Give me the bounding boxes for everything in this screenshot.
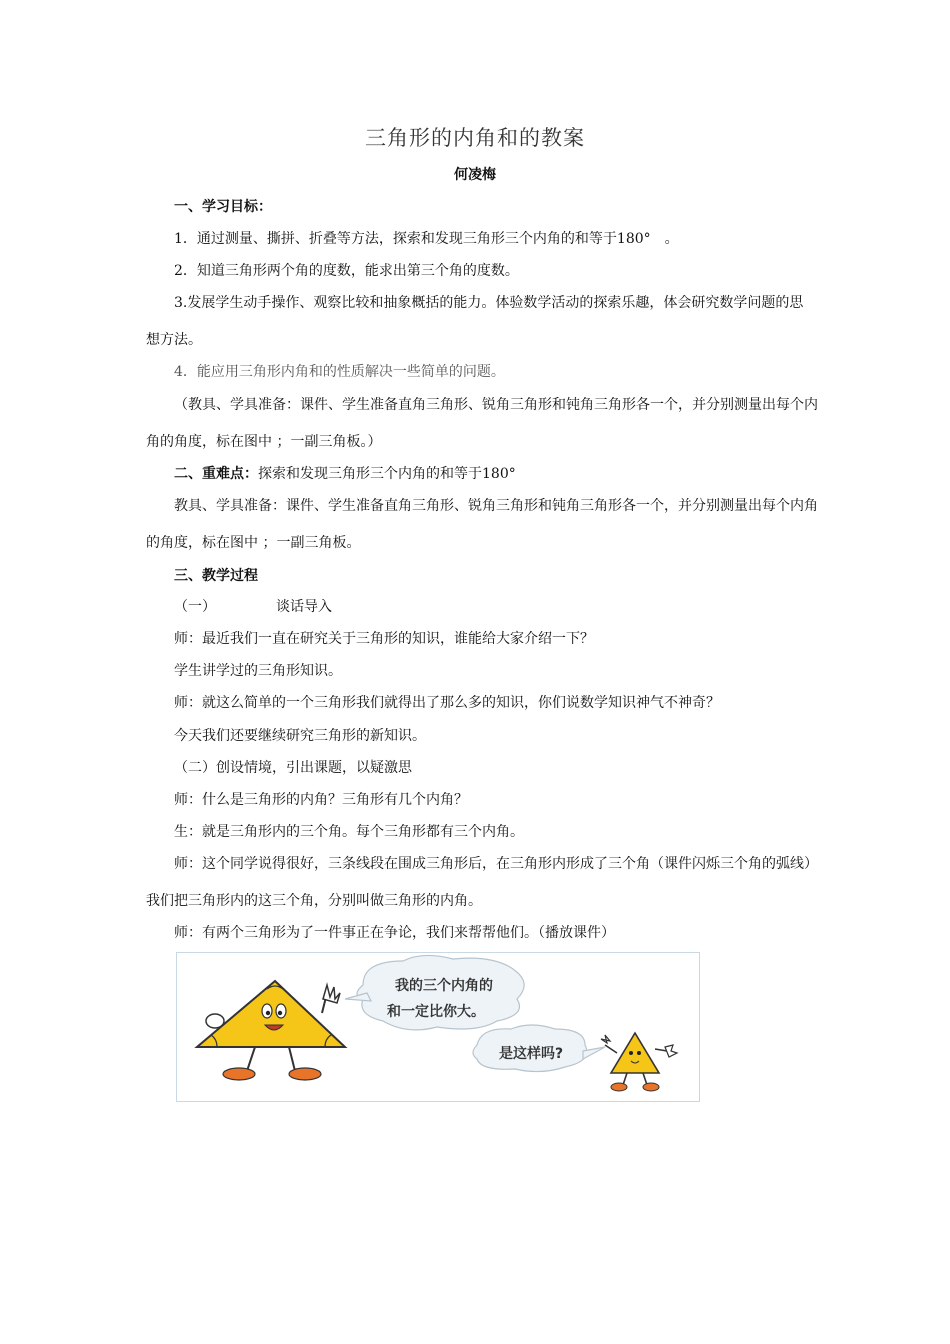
page-title: 三角形的内角和的教案 — [365, 126, 585, 150]
goal-4: 4．能应用三角形内角和的性质解决一些简单的问题。 — [174, 364, 505, 380]
paragraph: 生：就是三角形内的三个角。每个三角形都有三个内角。 — [174, 824, 524, 840]
speech-bubble-big — [345, 955, 524, 1029]
small-shoe-left-icon — [611, 1083, 627, 1091]
key-points-text: 探索和发现三角形三个内角的和等于180° — [258, 466, 516, 482]
goal-3-line2: 想方法。 — [146, 332, 202, 348]
section-heading-goals: 一、学习目标： — [174, 199, 272, 215]
prep-2-line2: 的角度，标在图中 ；一副三角板。 — [146, 535, 361, 551]
author: 何凌梅 — [454, 167, 496, 183]
small-hand-left-icon — [601, 1035, 610, 1043]
cartoon-illustration — [176, 952, 700, 1102]
paragraph: 师：什么是三角形的内角？三角形有几个内角？ — [174, 792, 468, 808]
big-triangle-character — [197, 981, 345, 1080]
section-heading-process: 三、教学过程 — [174, 568, 258, 584]
part-1-number: （一） — [174, 599, 216, 615]
part-1-heading — [174, 597, 332, 617]
small-triangle-character — [601, 1033, 677, 1091]
paragraph-line1: 师：这个同学说得很好，三条线段在围成三角形后，在三角形内形成了三个角（课件闪烁三个角的弧线） — [174, 856, 818, 872]
paragraph: 师：有两个三角形为了一件事正在争论，我们来帮帮他们。（播放课件） — [174, 925, 615, 941]
goal-3-line1: 3.发展学生动手操作、观察比较和抽象概括的能力。体验数学活动的探索乐趣，体会研究数学问题的思 — [174, 295, 804, 311]
paragraph: 学生讲学过的三角形知识。 — [174, 663, 342, 679]
goal-2: 2．知道三角形两个角的度数，能求出第三个角的度数。 — [174, 263, 519, 279]
bubble-2-text: 是这样吗? — [499, 1046, 564, 1062]
prep-1-line1: （教具、学具准备：课件、学生准备直角三角形、锐角三角形和钝角三角形各一个，并分别测量出每个内 — [174, 397, 818, 413]
small-triangle-body — [611, 1033, 659, 1073]
bubble-1-line-2: 和一定比你大。 — [387, 1004, 485, 1020]
part-1-title: 谈话导入 — [276, 599, 332, 615]
hand-right-icon — [323, 985, 340, 1003]
part-2-heading: （二）创设情境，引出课题，以疑激思 — [174, 760, 412, 776]
small-hand-right-icon — [665, 1045, 677, 1057]
bubble-1-line-1: 我的三个内角的 — [395, 978, 493, 994]
cartoon-svg — [177, 953, 699, 1101]
key-points — [174, 464, 516, 484]
paragraph: 今天我们还要继续研究三角形的新知识。 — [174, 728, 426, 744]
prep-1-line2: 角的角度，标在图中 ；一副三角板。） — [146, 434, 382, 450]
prep-2-line1: 教具、学具准备：课件、学生准备直角三角形、锐角三角形和钝角三角形各一个，并分别测量出每个内角 — [174, 498, 818, 514]
goal-1: 1．通过测量、撕拼、折叠等方法，探索和发现三角形三个内角的和等于180° 。 — [174, 231, 679, 247]
paragraph: 师：就这么简单的一个三角形我们就得出了那么多的知识，你们说数学知识神气不神奇？ — [174, 695, 720, 711]
shoe-right-icon — [289, 1068, 321, 1080]
shoe-left-icon — [223, 1068, 255, 1080]
speech-bubble-small — [473, 1025, 605, 1072]
paragraph-line2: 我们把三角形内的这三个角，分别叫做三角形的内角。 — [146, 893, 482, 909]
paragraph: 师：最近我们一直在研究关于三角形的知识，谁能给大家介绍一下？ — [174, 631, 594, 647]
small-shoe-right-icon — [643, 1083, 659, 1091]
section-heading-key-points: 二、重难点： — [174, 466, 258, 482]
